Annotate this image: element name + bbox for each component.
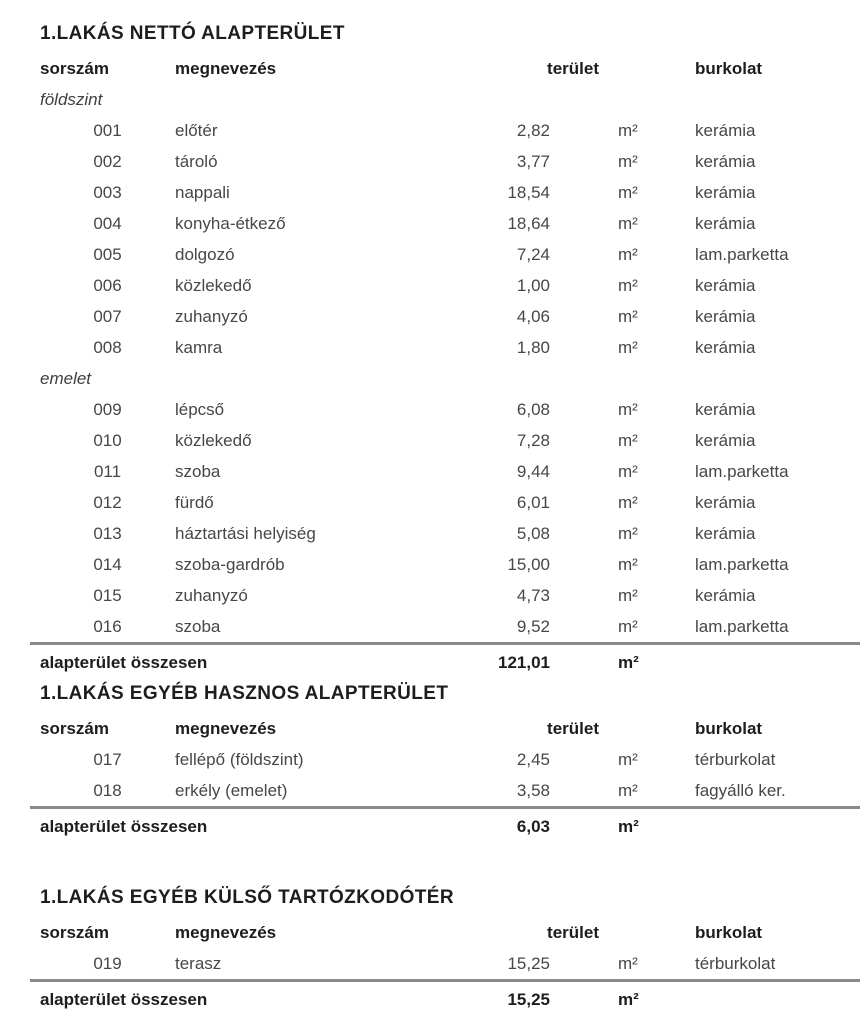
table-row — [40, 177, 860, 208]
area-unit: m² — [618, 430, 638, 450]
room-name: közlekedő — [175, 430, 252, 450]
header-burkolat: burkolat — [695, 718, 763, 738]
area-value: 1,80 — [516, 337, 550, 357]
area-unit: m² — [618, 244, 638, 264]
area-value: 1,00 — [516, 275, 550, 295]
header-megnevezes: megnevezés — [175, 58, 277, 78]
area-unit: m² — [618, 585, 638, 605]
flooring-value: kerámia — [695, 306, 756, 326]
total-row-net-area — [30, 642, 860, 680]
room-name: háztartási helyiség — [175, 523, 316, 543]
area-unit: m² — [618, 306, 638, 326]
header-burkolat: burkolat — [695, 58, 763, 78]
table-row — [40, 394, 860, 425]
row-number: 007 — [93, 306, 122, 326]
flooring-value: fagyálló ker. — [695, 780, 786, 800]
area-value: 15,25 — [507, 953, 550, 973]
room-name: zuhanyzó — [175, 585, 248, 605]
room-name: fürdő — [175, 492, 214, 512]
area-unit: m² — [618, 151, 638, 171]
area-value: 7,24 — [516, 244, 550, 264]
row-number: 016 — [93, 616, 122, 636]
row-number: 012 — [93, 492, 122, 512]
header-terulet: terület — [547, 718, 599, 738]
table-header-row — [40, 713, 860, 744]
flooring-value: kerámia — [695, 492, 756, 512]
row-number: 001 — [93, 120, 122, 140]
area-unit: m² — [618, 275, 638, 295]
area-value: 7,28 — [516, 430, 550, 450]
table-row — [40, 948, 860, 979]
flooring-value: lam.parketta — [695, 554, 789, 574]
table-row — [40, 549, 860, 580]
table-header-row — [40, 53, 860, 84]
area-value: 4,73 — [516, 585, 550, 605]
flooring-value: kerámia — [695, 430, 756, 450]
total-row-outdoor-area — [30, 979, 860, 1017]
table-row — [40, 775, 860, 806]
table-row — [40, 744, 860, 775]
flooring-value: lam.parketta — [695, 616, 789, 636]
area-value: 6,08 — [516, 399, 550, 419]
row-number: 009 — [93, 399, 122, 419]
table-row — [40, 425, 860, 456]
room-name: konyha-étkező — [175, 213, 286, 233]
area-unit: m² — [618, 749, 638, 769]
area-value: 3,58 — [516, 780, 550, 800]
total-value: 121,01 — [498, 652, 550, 672]
header-megnevezes: megnevezés — [175, 718, 277, 738]
area-value: 2,45 — [516, 749, 550, 769]
header-megnevezes: megnevezés — [175, 922, 277, 942]
flooring-value: lam.parketta — [695, 244, 789, 264]
area-unit: m² — [618, 337, 638, 357]
row-number: 011 — [93, 461, 122, 481]
table-row — [40, 270, 860, 301]
header-terulet: terület — [547, 58, 599, 78]
area-value: 6,01 — [516, 492, 550, 512]
header-terulet: terület — [547, 922, 599, 942]
header-sorszam: sorszám — [40, 58, 109, 78]
flooring-value: kerámia — [695, 585, 756, 605]
section-title-net-area: 1.LAKÁS NETTÓ ALAPTERÜLET — [40, 23, 345, 44]
row-number: 002 — [93, 151, 122, 171]
table-row — [40, 332, 860, 363]
total-value: 6,03 — [516, 816, 550, 836]
room-name: szoba — [175, 616, 221, 636]
row-number: 005 — [93, 244, 122, 264]
area-value: 18,64 — [507, 213, 550, 233]
room-name: lépcső — [175, 399, 225, 419]
group-label-emelet: emelet — [40, 368, 92, 388]
room-name: tároló — [175, 151, 218, 171]
total-label: alapterület összesen — [40, 652, 208, 672]
room-name: zuhanyzó — [175, 306, 248, 326]
flooring-value: térburkolat — [695, 749, 776, 769]
area-unit: m² — [618, 780, 638, 800]
row-number: 018 — [93, 780, 122, 800]
flooring-value: térburkolat — [695, 953, 776, 973]
area-unit: m² — [618, 461, 638, 481]
header-sorszam: sorszám — [40, 718, 109, 738]
group-label-foldszint: földszint — [40, 89, 103, 109]
room-name: fellépő (földszint) — [175, 749, 304, 769]
area-value: 5,08 — [516, 523, 550, 543]
room-name: előtér — [175, 120, 218, 140]
area-value: 18,54 — [507, 182, 550, 202]
area-unit: m² — [618, 554, 638, 574]
table-row — [40, 239, 860, 270]
table-row — [40, 487, 860, 518]
area-value: 3,77 — [516, 151, 550, 171]
area-value: 9,44 — [516, 461, 550, 481]
flooring-value: kerámia — [695, 337, 756, 357]
total-label: alapterület összesen — [40, 816, 208, 836]
area-unit: m² — [618, 492, 638, 512]
flooring-value: kerámia — [695, 182, 756, 202]
row-number: 017 — [93, 749, 122, 769]
table-row — [40, 301, 860, 332]
table-row — [40, 146, 860, 177]
room-name: közlekedő — [175, 275, 252, 295]
total-unit: m² — [618, 816, 639, 836]
table-row — [40, 115, 860, 146]
table-header-row — [40, 917, 860, 948]
flooring-value: kerámia — [695, 523, 756, 543]
area-unit: m² — [618, 399, 638, 419]
room-name: erkély (emelet) — [175, 780, 288, 800]
total-value: 15,25 — [507, 989, 550, 1009]
row-number: 010 — [93, 430, 122, 450]
total-label: alapterület összesen — [40, 989, 208, 1009]
header-sorszam: sorszám — [40, 922, 109, 942]
area-unit: m² — [618, 616, 638, 636]
row-number: 008 — [93, 337, 122, 357]
area-value: 2,82 — [516, 120, 550, 140]
table-row — [40, 518, 860, 549]
flooring-value: kerámia — [695, 275, 756, 295]
row-number: 004 — [93, 213, 122, 233]
flooring-value: kerámia — [695, 151, 756, 171]
area-unit: m² — [618, 213, 638, 233]
room-name: szoba — [175, 461, 221, 481]
row-number: 003 — [93, 182, 122, 202]
area-value: 9,52 — [516, 616, 550, 636]
room-name: terasz — [175, 953, 222, 973]
total-unit: m² — [618, 652, 639, 672]
row-number: 019 — [93, 953, 122, 973]
area-unit: m² — [618, 182, 638, 202]
room-name: kamra — [175, 337, 223, 357]
flooring-value: kerámia — [695, 213, 756, 233]
flooring-value: kerámia — [695, 120, 756, 140]
room-name: szoba-gardrób — [175, 554, 285, 574]
area-value: 15,00 — [507, 554, 550, 574]
table-row — [40, 580, 860, 611]
section-title-outdoor-area: 1.LAKÁS EGYÉB KÜLSŐ TARTÓZKODÓTÉR — [40, 887, 454, 908]
flooring-value: kerámia — [695, 399, 756, 419]
header-burkolat: burkolat — [695, 922, 763, 942]
row-number: 006 — [93, 275, 122, 295]
total-row-other-useful-area — [30, 806, 860, 844]
area-unit: m² — [618, 523, 638, 543]
room-name: dolgozó — [175, 244, 235, 264]
area-value: 4,06 — [516, 306, 550, 326]
flooring-value: lam.parketta — [695, 461, 789, 481]
row-number: 013 — [93, 523, 122, 543]
area-unit: m² — [618, 953, 638, 973]
table-row — [40, 456, 860, 487]
row-number: 015 — [93, 585, 122, 605]
section-title-other-useful-area: 1.LAKÁS EGYÉB HASZNOS ALAPTERÜLET — [40, 683, 449, 704]
room-name: nappali — [175, 182, 230, 202]
area-unit: m² — [618, 120, 638, 140]
table-row — [40, 208, 860, 239]
table-row — [40, 611, 860, 642]
row-number: 014 — [93, 554, 122, 574]
total-unit: m² — [618, 989, 639, 1009]
